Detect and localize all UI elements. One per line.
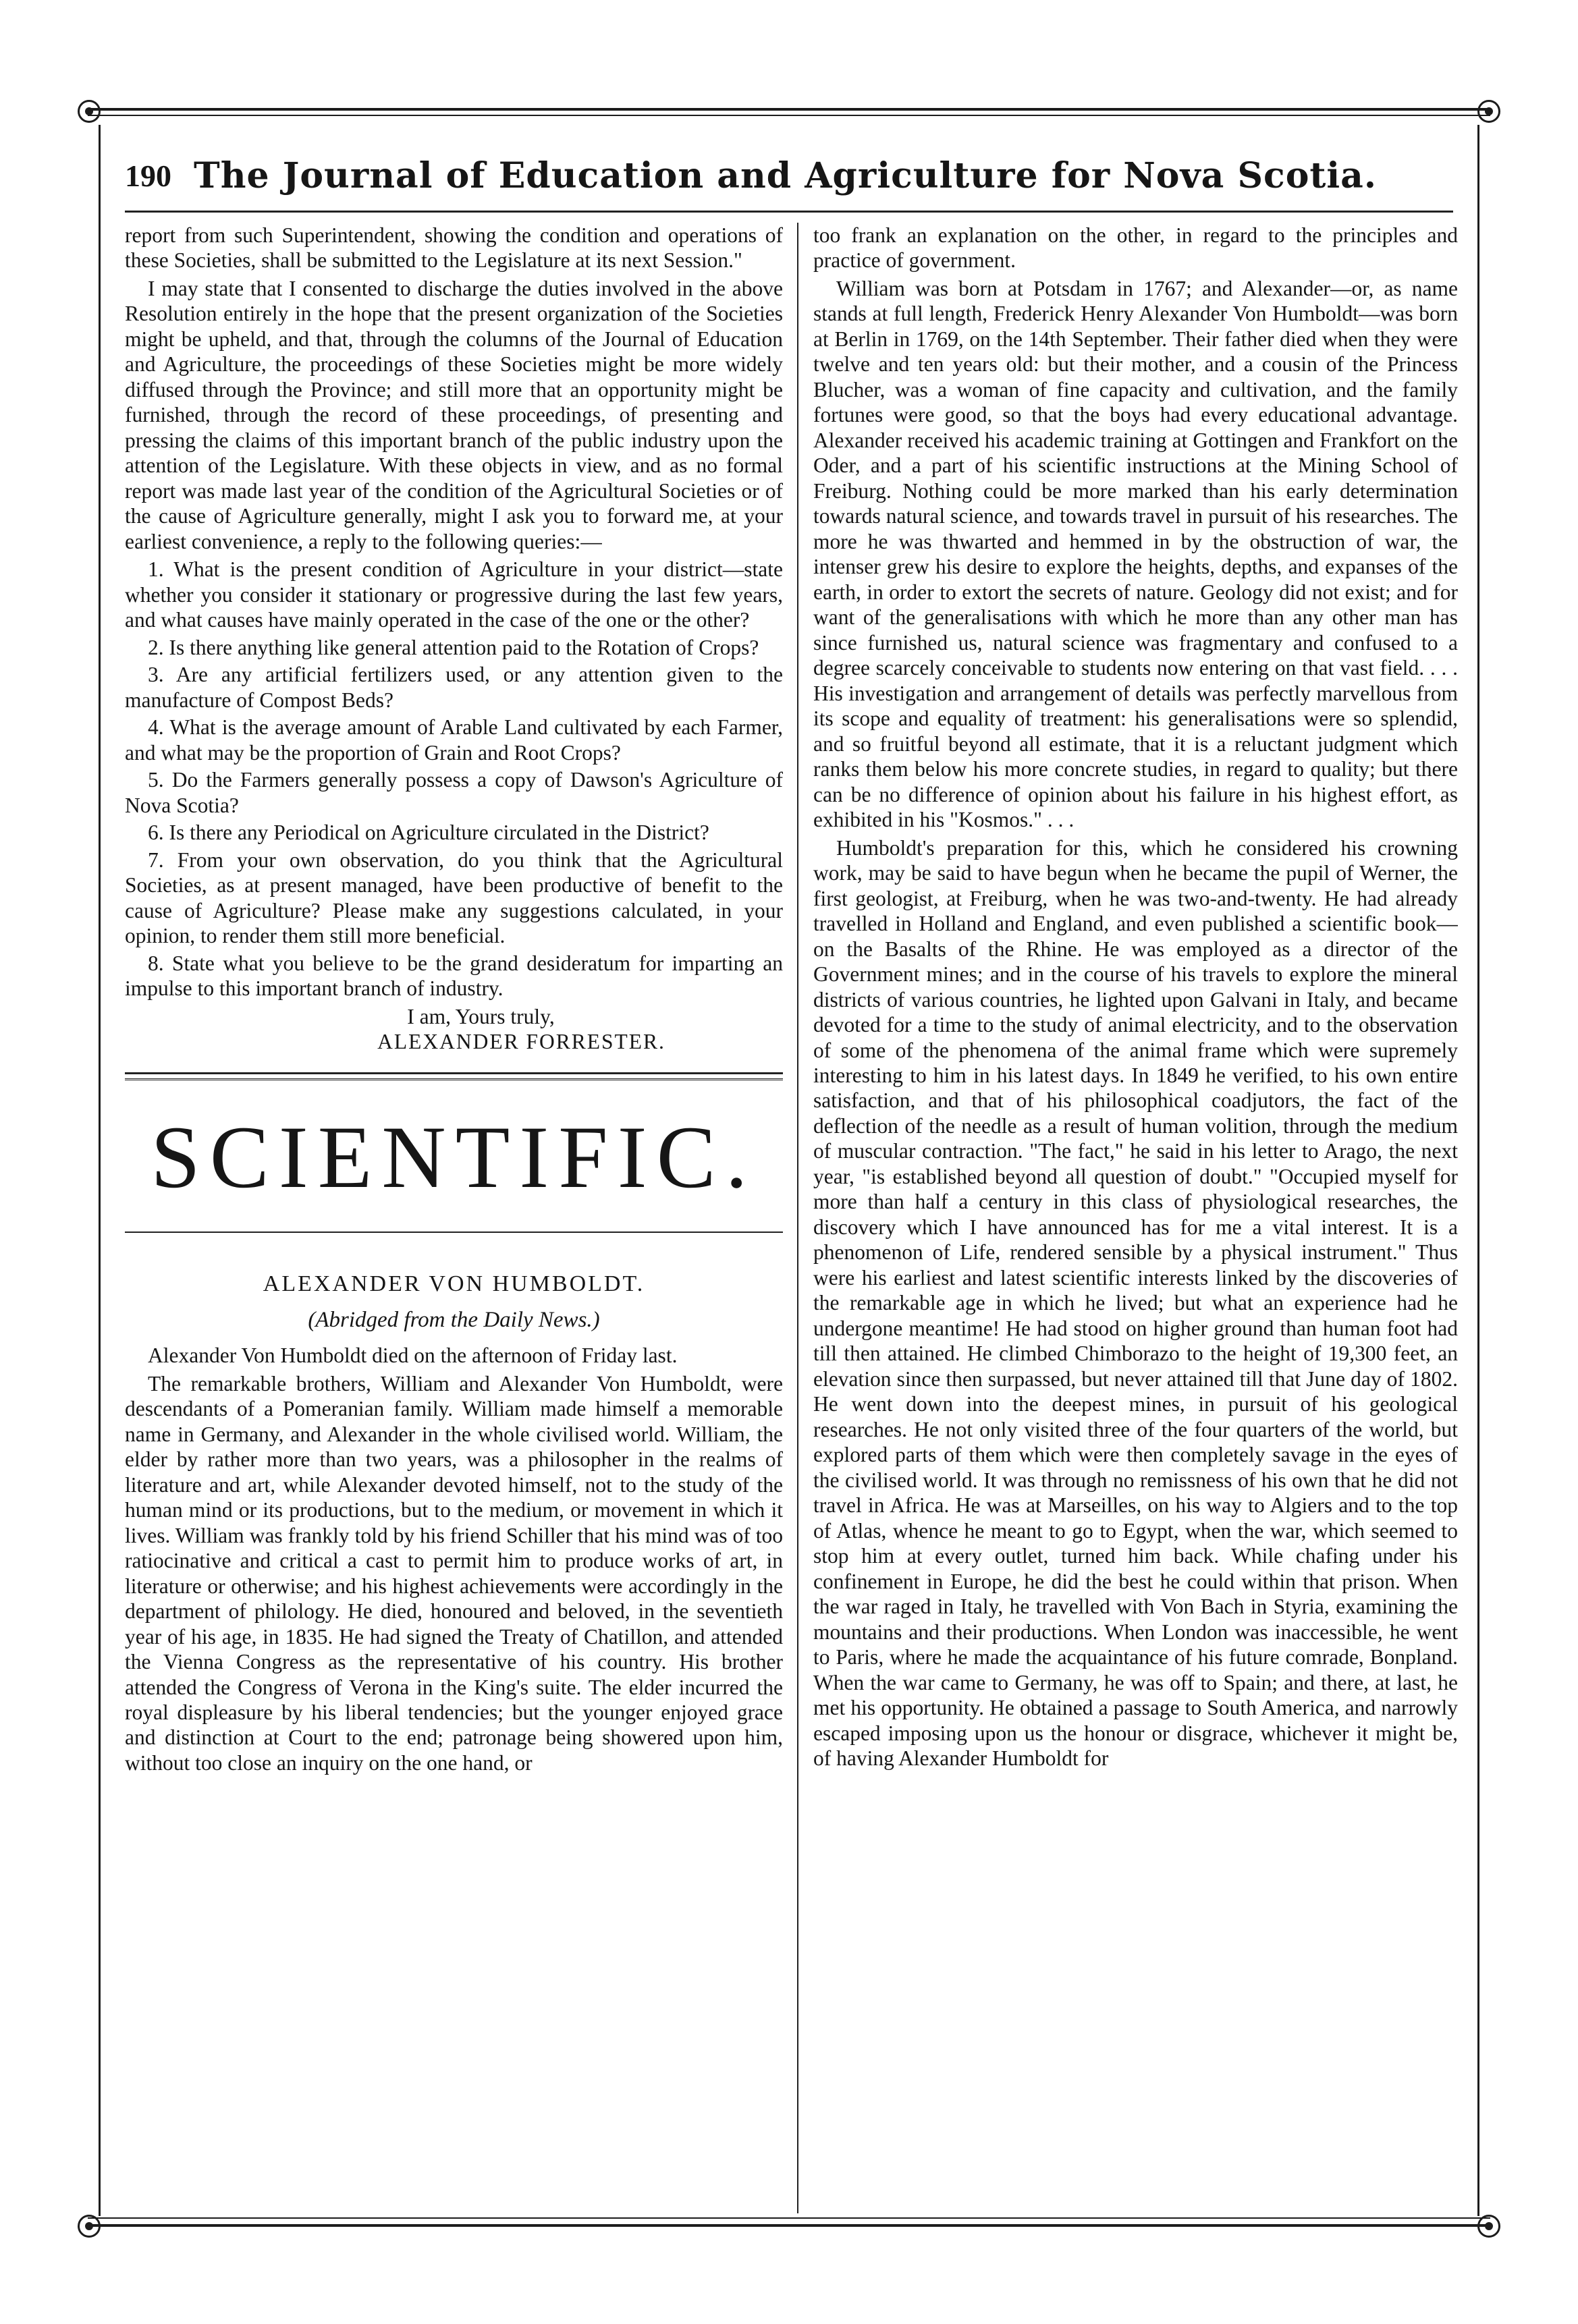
letter-signature: ALEXANDER FORRESTER. xyxy=(377,1030,665,1054)
left-column xyxy=(125,223,783,2213)
column-divider xyxy=(797,223,798,2213)
letter-intro: report from such Superintendent, showing the condition and operations of these Societies, shall be submitted to the Legislature at its next Session." xyxy=(125,223,783,273)
article-paragraph: The remarkable brothers, William and Alexander Von Humboldt, were descendants of a Pomeranian family. William made himself a memorable name in Germany, and Alexander in the whole civilised world. William, the elder by rather more than two years, was a philosopher in the realms of literature and art, while Alexander devoted himself, not to the study of the human mind or its productions, but to the medium, or movement in which it lives. William was frankly told by his friend Schiller that his mind was of too ratiocinative and critical a cast to permit him to produce works of art, in literature or otherwise; and his highest achievements were accordingly in the department of philology. He died, honoured and beloved, in the seventieth year of his age, in 1835. He had signed the Treaty of Chatillon, and attended the Vienna Congress as the representative of his country. His brother attended the Congress of Verona in the King's suite. The elder incurred the royal displeasure by his liberal tendencies; but the younger enjoyed grace and distinction at Court to the end; patronage being showered upon him, without too close an inquiry on the one hand, or xyxy=(125,1371,783,1775)
query-item: 1. What is the present condition of Agriculture in your district—state whether you consider it stationary or progressive during the last few years, and what causes have mainly operated in the case of the one or the other? xyxy=(125,557,783,632)
section-rule-bottom xyxy=(125,1232,783,1233)
article-paragraph: Alexander Von Humboldt died on the afternoon of Friday last. xyxy=(148,1344,678,1368)
letter-close xyxy=(125,1004,783,1055)
query-item: 8. State what you believe to be the grand desideratum for imparting an impulse to this important branch of industry. xyxy=(125,951,783,1001)
corner-ornament-top-right xyxy=(1477,100,1500,123)
query-item: 4. What is the average amount of Arable Land cultivated by each Farmer, and what may be the proportion of Grain and Root Crops? xyxy=(125,715,783,765)
query-item: 3. Are any artificial fertilizers used, or any attention given to the manufacture of Compost Beds? xyxy=(125,663,783,712)
query-item: 5. Do the Farmers generally possess a copy of Dawson's Agriculture of Nova Scotia? xyxy=(125,768,783,817)
top-frame-rule-inner xyxy=(88,115,1490,116)
letter-body: I may state that I consented to discharge the duties involved in the above Resolution entirely in the hope that the present organization of the Societies might be upheld, and that, through the columns of the Journal of Education and Agriculture, the proceedings of these Societies might be more widely diffused through the Province; and still more that an opportunity might be furnished, through the record of these proceedings, of presenting and pressing the claims of this important branch of the public industry upon the attention of the Legislature. With these objects in view, and as no formal report was made last year of the condition of the Agricultural Societies or of the cause of Agriculture generally, might I ask you to forward me, at your earliest convenience, a reply to the following queries:— xyxy=(125,276,783,553)
right-column xyxy=(813,223,1458,2213)
bottom-frame-rule-inner xyxy=(88,2217,1490,2219)
article-paragraph: Humboldt's preparation for this, which he considered his crowning work, may be said to have begun when he became the pupil of Werner, the first geologist, at Freiburg, when he was two-and-twenty. He had already travelled in Holland and England, and even published a scientific book—on the Basalts of the Rhine. He was employed as a director of the Government mines; and in the course of his travels to explore the mineral districts of various countries, he lighted upon Galvani in Italy, and became devoted for a time to the study of animal electricity, and to the observation of some of the phenomena of the animal frame which were supremely interesting to him in his latest days. In 1849 he verified, to his own entire satisfaction, and that of his philosophical coadjutors, the fact of the deflection of the needle as a result of human volition, through the medium of muscular contraction. "The fact," he said in his letter to Arago, the next year, "is established beyond all question of doubt." "Occupied myself for more than half a century in this class of physiological researches, the discovery which I have announced has for me a vital interest. It is a phenomenon of Life, rendered sensible by a physical instrument." Thus were his earliest and latest scientific interests linked by the discoveries of the remarkable age in which he lived; but what an experience had he undergone meantime! He had stood on higher ground than human foot had till then attained. He climbed Chimborazo to the height of 19,300 feet, an elevation since then surpassed, but never attained till that June day of 1802. He went down into the deepest mines, in pursuit of his geological researches. He not only visited three of the four quarters of the world, but explored parts of them which were then completely savage in the eyes of the civilised world. It was through no remissness of his own that he did not travel in Africa. He was at Marseilles, on his way to Algiers and to the top of Atlas, whence he meant to go to Egypt, when the war, which seemed to stop him at every outlet, turned him back. While chafing under his confinement in Europe, he did the best he could within that prison. When the war raged in Italy, he travelled with Von Bach in Styria, examining the mountains and their productions. When London was inaccessible, he went to Paris, where he made the acquaintance of his future comrade, Bonpland. When the war came to Germany, he was off to Spain; and there, at last, he met his opportunity. He obtained a passage to South America, and narrowly escaped imposing upon us the honour or disgrace, whichever it might be, of having Alexander Humboldt for xyxy=(813,835,1458,1771)
queries-list xyxy=(125,557,783,1001)
right-frame-rule xyxy=(1477,125,1479,2216)
section-heading: SCIENTIFIC. xyxy=(151,1107,757,1207)
left-frame-rule xyxy=(99,125,101,2216)
article-paragraph: William was born at Potsdam in 1767; and Alexander—or, as name stands at full length, Frederick Henry Alexander Von Humboldt—was born at Berlin in 1769, on the 14th September. Their father died when they were twelve and ten years old: but their mother, and a cousin of the Princess Blucher, was a woman of fine capacity and cultivation, and the family fortunes were good, so that the boys had every educational advantage. Alexander received his academic training at Gottingen and Frankfort on the Oder, and a part of his scientific instructions at the Mining School of Freiburg. Nothing could be more marked than his early determination towards natural science, and towards travel in pursuit of his researches. The more he was thwarted and hemmed in by the obstruction of war, the intenser grew his desire to explore the heights, depths, and expanses of the earth, in order to extort the secrets of nature. Geology did not exist; and for want of the generalisations with which he more than any other man has since furnished us, natural science was fragmentary and confused to a degree scarcely conceivable to students now entering on that vast field. . . . His investigation and arrangement of details was perfectly marvellous from its scope and equality of treatment: his generalisations were so splendid, and so fruitful beyond all estimate, that it is a reluctant judgment which ranks them below his more concrete studies, in regard to quality; but there can be no difference of opinion about his failure in his highest effort, as exhibited in his "Kosmos." . . . xyxy=(813,276,1458,832)
header-rule xyxy=(125,211,1453,213)
page-number: 190 xyxy=(125,158,171,193)
corner-ornament-top-left xyxy=(78,100,101,123)
article-source: (Abridged from the Daily News.) xyxy=(308,1307,600,1332)
query-item: 6. Is there any Periodical on Agriculture circulated in the District? xyxy=(148,821,709,845)
corner-ornament-bottom-right xyxy=(1477,2215,1500,2238)
query-item: 7. From your own observation, do you think that the Agricultural Societies, as at present managed, have been productive of benefit to the cause of Agriculture? Please make any suggestions calculated, in your opinion, to render them still more beneficial. xyxy=(125,848,783,948)
letter-closing: I am, Yours truly, xyxy=(407,1004,555,1028)
section-rule-top xyxy=(125,1072,783,1074)
corner-ornament-bottom-left xyxy=(78,2215,101,2238)
top-frame-rule xyxy=(88,108,1490,111)
page-header xyxy=(125,148,1453,202)
bottom-frame-rule xyxy=(88,2224,1490,2227)
article-title: ALEXANDER VON HUMBOLDT. xyxy=(263,1271,645,1296)
journal-title: The Journal of Education and Agriculture for Nova Scotia. xyxy=(194,155,1377,196)
query-item: 2. Is there anything like general attention paid to the Rotation of Crops? xyxy=(148,635,759,659)
section-rule-double xyxy=(125,1078,783,1083)
article-paragraph: too frank an explanation on the other, in regard to the principles and practice of government. xyxy=(813,223,1458,273)
